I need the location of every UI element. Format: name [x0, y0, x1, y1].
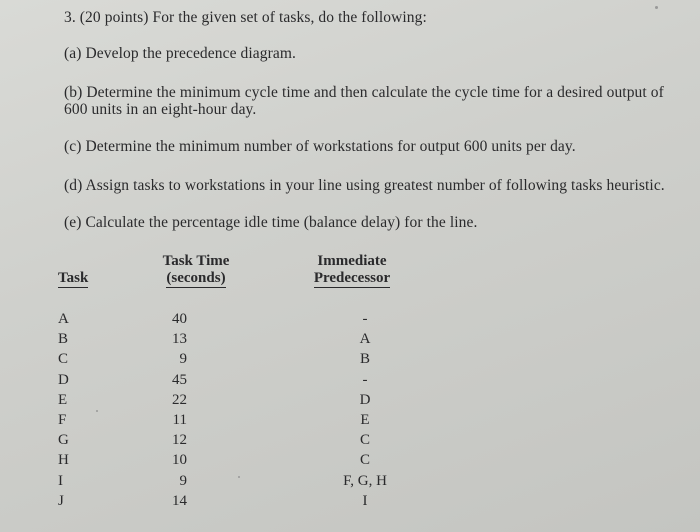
time-cell: 14	[172, 492, 187, 509]
task-cell: H	[58, 452, 69, 469]
header-predecessor: Immediate Predecessor	[313, 253, 391, 286]
task-cell: B	[58, 331, 69, 348]
task-cell: G	[58, 432, 69, 449]
time-cell: 9	[179, 472, 187, 489]
time-cell: 11	[172, 412, 187, 429]
task-cell: D	[58, 371, 69, 388]
part-b-line1: (b) Determine the minimum cycle time and then calculate the cycle time for a desired output of	[64, 84, 664, 101]
predecessor-cell: C	[359, 432, 370, 449]
task-cell: E	[58, 391, 68, 408]
paper-speck	[655, 6, 658, 9]
predecessor-cell: A	[359, 331, 371, 348]
task-cell: C	[58, 351, 69, 368]
part-d: (d) Assign tasks to workstations in your line using greatest number of following tasks heuristic.	[64, 177, 665, 194]
header-task: Task	[58, 270, 89, 286]
task-column	[58, 309, 78, 511]
time-column	[163, 309, 187, 511]
time-cell: 9	[179, 351, 187, 368]
part-a: (a) Develop the precedence diagram.	[64, 45, 296, 62]
question-title: 3. (20 points) For the given set of tasks, do the following:	[64, 9, 427, 26]
time-cell: 13	[172, 331, 187, 348]
part-b-line2: 600 units in an eight-hour day.	[64, 101, 257, 118]
paper-speck	[238, 476, 240, 478]
task-cell: A	[58, 311, 69, 327]
predecessor-cell: F, G, H	[343, 472, 387, 489]
predecessor-cell: -	[362, 371, 368, 388]
time-cell: 40	[172, 311, 187, 327]
time-cell: 10	[172, 452, 187, 469]
task-cell: I	[58, 472, 63, 489]
predecessor-cell: C	[359, 452, 370, 469]
time-cell: 12	[172, 432, 187, 449]
predecessor-cell: D	[359, 391, 371, 408]
predecessor-cell: E	[360, 412, 370, 429]
predecessor-column	[320, 309, 410, 511]
time-cell: 45	[172, 371, 187, 388]
task-cell: F	[58, 412, 67, 429]
header-task-time: Task Time (seconds)	[162, 253, 230, 286]
time-cell: 22	[172, 391, 187, 408]
task-cell: J	[58, 492, 64, 509]
predecessor-cell: -	[362, 311, 368, 327]
part-e: (e) Calculate the percentage idle time (balance delay) for the line.	[64, 214, 478, 231]
predecessor-cell: I	[362, 492, 368, 509]
predecessor-cell: B	[359, 351, 370, 368]
paper-speck	[96, 410, 98, 412]
part-c: (c) Determine the minimum number of workstations for output 600 units per day.	[64, 138, 576, 155]
